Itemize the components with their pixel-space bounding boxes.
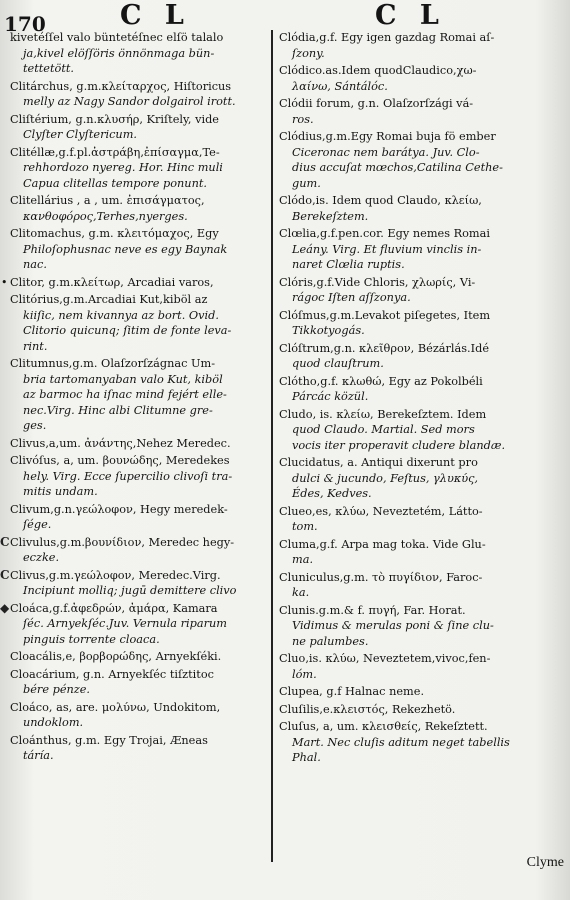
dictionary-entry (10, 145, 267, 192)
entry-headline: Cloacárium, g.n. Arnyekſéc tiſztitoc (10, 667, 214, 681)
entry-continuation: kiiſic, nem kivannya az bort. Ovid. (23, 308, 219, 322)
entry-continuation: nec.Virg. Hinc albi Clitumne gre- (23, 403, 213, 417)
dictionary-entry (10, 79, 267, 110)
entry-headline: Clitárchus, g.m.κλείταρχος, Hiſtoricus (10, 79, 232, 93)
dictionary-entry (10, 30, 267, 77)
entry-headline: Clucidatus, a. Antiqui dixerunt pro (279, 456, 478, 469)
entry-continuation: Párcác közül. (292, 390, 369, 403)
entry-headline: Clóris,g.f.Vide Chloris, χλωρίς, Vi- (279, 275, 476, 289)
entry-continuation: Ciceronac nem barátya. Juv. Clo- (292, 145, 480, 159)
dictionary-entry (1, 275, 267, 291)
entry-continuation: quod Claudo. Martial. Sed mors (292, 423, 475, 436)
entry-continuation: dius accuſat mœchos,Catilina Cethe- (292, 161, 503, 174)
dictionary-entry (10, 700, 267, 731)
entry-continuation: rágoc Iſten aſſzonya. (292, 291, 411, 304)
entry-headline: Cluo,is. κλύω, Neveztetem,vivoc,fen- (279, 652, 491, 665)
entry-headline: Cliſtérium, g.n.κλυσήρ, Kriſtely, vide (10, 112, 219, 126)
entry-continuation: Berekeſztem. (292, 209, 369, 223)
entry-headline: Cluma,g.f. Arpa mag toka. Vide Glu- (279, 537, 486, 551)
entry-continuation: Vidimus & merulas poni & ſine clu- (292, 619, 494, 632)
dictionary-entry (10, 667, 267, 698)
entry-continuation: pinguis torrente cloaca. (23, 632, 160, 646)
left-running-head: C L (120, 0, 191, 31)
entry-headline: Cloáca,g.f.ἀφεδρών, ἀμάρα, Kamara (10, 601, 218, 615)
dictionary-entry (10, 112, 267, 143)
entry-headline: Clóſtrum,g.n. κλεῖθρον, Bézárlás.Idé (279, 341, 490, 355)
entry-headline: Clivulus,g.m.βουνίδιον, Meredec hegy- (10, 535, 235, 549)
dictionary-entry (10, 226, 267, 273)
entry-headline: Clótho,g.f. κλωθώ, Egy az Pokolbéli (279, 374, 483, 388)
entry-continuation: lóm. (292, 667, 317, 681)
dictionary-entry (10, 436, 267, 452)
page-number: 170 (4, 12, 46, 36)
dictionary-entry (279, 407, 562, 454)
dictionary-entry (279, 684, 562, 700)
entry-headline: Clitor, g.m.κλείτωρ, Arcadiai varos, (10, 275, 214, 289)
dictionary-entry (279, 308, 562, 339)
entry-headline: Clódo,is. Idem quod Claudo, κλείω, (279, 194, 482, 207)
entry-continuation: az barmoc ha iſnac mind fejért elle- (23, 388, 227, 401)
entry-headline: Clódius,g.m.Egy Romai buja fö ember (279, 130, 496, 143)
dictionary-entry (0, 567, 267, 599)
entry-headline: Cloánthus, g.m. Egy Trojai, Æneas (10, 733, 208, 747)
entry-headline: kivetéſſel valo büntetéſnec elſö talalo (10, 31, 224, 44)
entry-continuation: rint. (23, 339, 48, 353)
dictionary-entry (279, 275, 562, 306)
entry-continuation: ſzony. (292, 46, 325, 60)
entry-continuation: bére pénze. (23, 683, 91, 696)
dictionary-entry (279, 341, 562, 372)
dictionary-entry (279, 30, 562, 61)
entry-headline: Clitórius,g.m.Arcadiai Kut,kiböl az (10, 293, 208, 306)
dictionary-entry (279, 455, 562, 502)
entry-continuation: bria tartomanyaban valo Kut, kiböl (23, 372, 223, 386)
entry-headline: Clivus,a,um. ἀνάντης,Nehez Meredec. (10, 436, 231, 450)
entry-continuation: nac. (23, 258, 47, 271)
dictionary-entry (279, 504, 562, 535)
dictionary-entry (10, 502, 267, 533)
entry-continuation: Édes, Kedves. (292, 487, 372, 500)
entry-headline: Cluſilis,e.κλειστός, Rekezhetö. (279, 702, 456, 716)
catchword: Clyme (526, 855, 564, 870)
entry-continuation: vocis iter properavit cludere blandæ. (292, 438, 506, 452)
dictionary-entry (279, 63, 562, 94)
dictionary-entry (10, 649, 267, 665)
entry-continuation: Incipiunt molliq; jugū demittere clivo (23, 584, 237, 597)
entry-continuation: eczke. (23, 551, 60, 564)
dictionary-entry (279, 226, 562, 273)
entry-headline: Clitomachus, g.m. κλειτόμαχος, Egy (10, 227, 219, 240)
right-running-head: C L (375, 0, 446, 31)
dictionary-entry (10, 733, 267, 764)
dictionary-entry (10, 356, 267, 434)
entry-continuation: κανθοφόρος,Terhes,nyerges. (23, 209, 188, 223)
margin-mark: ◆ (0, 600, 10, 615)
entry-continuation: ja,kivel elöſſöris önnönmaga bün- (23, 46, 215, 60)
entry-continuation: Tikkotyogás. (292, 324, 365, 337)
entry-continuation: ne palumbes. (292, 634, 369, 648)
entry-headline: Cluniculus,g.m. τὸ πυγίδιον, Faroc- (279, 570, 483, 584)
dictionary-entry (279, 719, 562, 766)
dictionary-entry (10, 292, 267, 354)
entry-continuation: undoklom. (23, 716, 84, 729)
entry-continuation: Mart. Nec cluſis aditum neget tabellis (292, 735, 510, 749)
entry-continuation: Capua clitellas tempore ponunt. (23, 176, 207, 190)
entry-continuation: Clitorio quicunq; ſitim de fonte leva- (23, 324, 232, 337)
dictionary-entry (10, 453, 267, 500)
entry-headline: Cludo, is. κλείω, Berekeſztem. Idem (279, 407, 487, 421)
dictionary-entry (279, 96, 562, 127)
page-header (0, 0, 570, 36)
entry-continuation: mitis undam. (23, 485, 98, 498)
entry-headline: Clivus,g.m.γεώλοφον, Meredec.Virg. (10, 568, 221, 582)
entry-continuation: ſége. (23, 518, 52, 531)
dictionary-entry (279, 570, 562, 601)
entry-continuation: λαίνω, Sántálóc. (292, 79, 388, 93)
entry-continuation: rehhordozo nyereg. Hor. Hinc muli (23, 161, 223, 174)
entry-headline: Clóſmus,g.m.Levakot piſegetes, Item (279, 308, 491, 322)
entry-continuation: Phal. (292, 751, 321, 764)
entry-headline: Clitumnus,g.m. Olaſzorſzágnac Um- (10, 357, 216, 370)
dictionary-entry (0, 600, 267, 648)
entry-continuation: gum. (292, 176, 321, 190)
entry-continuation: ges. (23, 419, 47, 432)
entry-headline: Cluſus, a, um. κλεισθείς, Rekeſztett. (279, 720, 488, 733)
entry-headline: Cloáco, as, are. μολύνω, Undokitom, (10, 700, 221, 714)
column-divider (271, 30, 273, 862)
right-column (279, 30, 562, 880)
entry-headline: Clœlia,g.f.pen.cor. Egy nemes Romai (279, 227, 490, 240)
entry-continuation: hely. Virg. Ecce ſupercilio clivoſi tra- (23, 469, 233, 483)
dictionary-entry (0, 534, 267, 566)
entry-continuation: Clyſter Clyſtericum. (23, 128, 138, 141)
dictionary-entry (10, 193, 267, 224)
entry-headline: Cloacális,e, βορβορώδης, Arnyekſéki. (10, 650, 222, 663)
entry-headline: Clivóſus, a, um. βουνώδης, Meredekes (10, 454, 230, 467)
entry-headline: Clunis.g.m.& f. πυγή, Far. Horat. (279, 603, 466, 617)
entry-continuation: ka. (292, 586, 310, 599)
entry-headline: Clódii forum, g.n. Olaſzorſzági vá- (279, 97, 474, 110)
entry-headline: Clódico.as.Idem quodClaudico,χω- (279, 64, 477, 77)
dictionary-entry (279, 702, 562, 718)
entry-continuation: táría. (23, 749, 54, 762)
entry-continuation: naret Clœlia ruptis. (292, 258, 405, 271)
entry-continuation: quod clauſtrum. (292, 357, 384, 370)
margin-mark: C (0, 534, 10, 549)
entry-headline: Clivum,g.n.γεώλοφον, Hegy meredek- (10, 502, 228, 516)
entry-headline: Clódia,g.f. Egy igen gazdag Romai aſ- (279, 31, 495, 44)
entry-continuation: tettetött. (23, 62, 75, 75)
margin-mark: • (1, 275, 8, 289)
entry-continuation: ros. (292, 112, 314, 126)
entry-headline: Clupea, g.f Halnac neme. (279, 685, 425, 698)
dictionary-entry (279, 193, 562, 224)
entry-continuation: Leány. Virg. Et fluvium vinclis in- (292, 242, 482, 256)
entry-headline: Clueo,es, κλύω, Neveztetém, Látto- (279, 504, 483, 518)
entry-continuation: ma. (292, 553, 314, 566)
entry-headline: Clitellárius , a , um. ἐπισάγματος, (10, 194, 205, 207)
dictionary-entry (279, 374, 562, 405)
entry-continuation: melly az Nagy Sandor dolgairol irott. (23, 95, 236, 108)
dictionary-entry (279, 537, 562, 568)
entry-continuation: Philoſophusnac neve es egy Baynak (23, 242, 228, 256)
entry-continuation: tom. (292, 520, 318, 533)
margin-mark: C (0, 567, 10, 582)
dictionary-entry (279, 603, 562, 650)
entry-headline: Clitéllæ,g.f.pl.ἀστράβη,ἐπίσαγμα,Te- (10, 145, 220, 159)
left-column (0, 30, 267, 880)
dictionary-entry (279, 651, 562, 682)
entry-continuation: ſéc. Arnyekſéc.Juv. Vernula riparum (23, 617, 227, 630)
dictionary-entry (279, 129, 562, 191)
entry-continuation: dulci & jucundo, Feſtus, γλυκύς, (292, 471, 479, 485)
